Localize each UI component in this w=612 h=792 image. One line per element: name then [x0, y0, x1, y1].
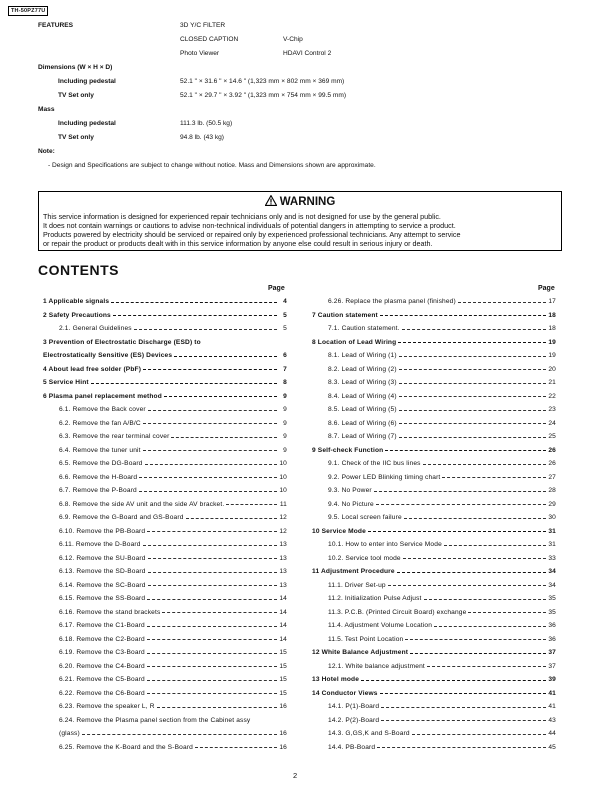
warning-line: Products powered by electricity should be serviced or repaired only by experienced professional technicians. Any attempt to service: [43, 230, 461, 239]
toc-entry-title: 6.4. Remove the tuner unit: [59, 446, 141, 454]
toc-leader: [361, 680, 546, 681]
toc-leader: [164, 396, 277, 397]
toc-entry[interactable]: [328, 500, 556, 509]
toc-entry[interactable]: [59, 648, 287, 657]
toc-entry-title: 9.1. Check of the IIC bus lines: [328, 460, 421, 467]
toc-leader: [143, 369, 277, 370]
toc-leader: [412, 734, 546, 735]
warning-heading: [39, 195, 561, 210]
toc-leader: [404, 518, 546, 519]
toc-entry[interactable]: [43, 351, 287, 360]
toc-entry-title: 9.2. Power LED Blinking timing chart: [328, 473, 441, 481]
toc-leader: [147, 666, 277, 667]
toc-leader: [148, 585, 277, 586]
toc-entry-title: 8.4. Lead of Wiring (4): [328, 392, 397, 400]
toc-entry[interactable]: [328, 365, 556, 374]
toc-leader: [403, 558, 546, 559]
toc-entry-title: 13 Hotel mode: [312, 676, 360, 683]
warning-line: This service information is designed for experienced repair technicians only and is not designed for use by the general public.: [43, 212, 441, 221]
toc-entry-page: 10: [279, 487, 287, 494]
toc-entry[interactable]: [59, 689, 287, 698]
toc-entry[interactable]: [328, 635, 556, 644]
toc-entry[interactable]: [312, 338, 556, 347]
toc-entry-page: 30: [548, 514, 556, 521]
toc-entry-page: 5: [283, 325, 287, 332]
toc-entry[interactable]: [43, 392, 287, 401]
toc-entry-title: 11.4. Adjustment Volume Location: [328, 622, 433, 629]
toc-entry-title: 14.4. PB-Board: [328, 743, 376, 751]
toc-leader: [423, 464, 546, 465]
toc-entry-page: 37: [548, 662, 556, 670]
toc-entry-title: 14.1. P(1)-Board: [328, 703, 380, 710]
feature-item: HDAVI Control 2: [283, 50, 332, 57]
toc-entry-title: 6.15. Remove the SS-Board: [59, 595, 146, 602]
toc-entry-title: 6.24. Remove the Plasma panel section from the Cabinet assy: [59, 716, 251, 724]
toc-entry[interactable]: [328, 324, 556, 333]
toc-entry[interactable]: [59, 608, 287, 617]
mass-pedestal-label: Including pedestal: [58, 120, 116, 127]
toc-entry-page: 34: [548, 581, 556, 589]
toc-entry-page: 44: [548, 730, 556, 737]
toc-entry-page: 16: [279, 730, 287, 737]
toc-entry[interactable]: [312, 648, 556, 657]
toc-entry-title: 10.2. Service tool mode: [328, 554, 401, 562]
toc-leader: [385, 450, 546, 451]
toc-entry-title: 6.18. Remove the C2-Board: [59, 635, 145, 643]
toc-leader: [398, 342, 546, 343]
toc-leader: [162, 612, 277, 613]
toc-entry-title: 11.1. Driver Set-up: [328, 581, 386, 589]
toc-leader: [147, 653, 277, 654]
toc-entry-title: 2.1. General Guidelines: [59, 325, 132, 332]
warning-line: It does not contain warnings or cautions to advise non-technical individuals of potential dangers in attempting to service a product.: [43, 221, 456, 230]
toc-entry-page: 27: [548, 473, 556, 481]
toc-entry-title: 6.26. Replace the plasma panel (finished): [328, 298, 456, 305]
toc-entry-page: 25: [548, 433, 556, 440]
toc-leader: [147, 693, 277, 694]
toc-entry-page: 7: [283, 365, 287, 373]
toc-entry-page: 13: [279, 554, 287, 562]
toc-entry[interactable]: [312, 567, 556, 576]
mass-label: Mass: [38, 106, 55, 113]
feature-item: 3D Y/C FILTER: [180, 22, 226, 29]
toc-entry-page: 43: [548, 716, 556, 724]
toc-entry[interactable]: [328, 419, 556, 428]
toc-entry-page: 23: [548, 406, 556, 413]
toc-entry-page: 17: [548, 298, 556, 305]
toc-leader: [82, 734, 277, 735]
toc-leader: [399, 410, 546, 411]
toc-entry[interactable]: [328, 702, 556, 711]
toc-entry-title: 7.1. Caution statement.: [328, 325, 400, 332]
toc-entry[interactable]: [328, 594, 556, 603]
mass-pedestal-value: 111.3 lb. (50.5 kg): [180, 120, 233, 127]
toc-entry[interactable]: [328, 486, 556, 495]
dimensions-label: Dimensions (W × H × D): [38, 64, 113, 71]
toc-entry[interactable]: [328, 351, 556, 360]
feature-item: Photo Viewer: [180, 50, 220, 57]
toc-entry-title: 14.3. G,GS,K and S-Board: [328, 730, 410, 737]
toc-leader: [444, 545, 546, 546]
toc-entry-page: 20: [548, 365, 556, 373]
toc-entry[interactable]: [59, 324, 287, 333]
toc-leader: [427, 666, 546, 667]
toc-entry[interactable]: [59, 459, 287, 468]
toc-entry-title: 6.11. Remove the D-Board: [59, 541, 141, 548]
toc-entry[interactable]: [59, 716, 287, 725]
feature-item: CLOSED CAPTION: [180, 36, 239, 43]
toc-entry-title: 11.3. P.C.B. (Printed Circuit Board) exchange: [328, 608, 467, 616]
toc-leader: [402, 329, 546, 330]
toc-entry[interactable]: [59, 486, 287, 495]
toc-entry-page: 15: [279, 689, 287, 697]
toc-entry[interactable]: [59, 594, 287, 603]
toc-entry[interactable]: [59, 729, 287, 738]
toc-entry-page: 8: [283, 379, 287, 386]
toc-entry-page: 19: [548, 338, 556, 346]
toc-entry[interactable]: [43, 378, 287, 387]
toc-entry-title: 6.21. Remove the C5-Board: [59, 676, 145, 683]
toc-entry-title: 9.4. No Picture: [328, 500, 374, 508]
toc-entry-page: 13: [279, 541, 287, 548]
toc-entry-page: 9: [283, 419, 287, 427]
toc-leader: [374, 491, 546, 492]
toc-leader: [399, 356, 546, 357]
toc-entry-title: 6.2. Remove the fan A/B/C: [59, 419, 141, 427]
toc-leader: [377, 747, 546, 748]
toc-entry[interactable]: [328, 378, 556, 387]
toc-leader: [113, 315, 277, 316]
toc-entry-page: 11: [279, 500, 287, 508]
toc-leader: [148, 410, 277, 411]
toc-entry-page: 26: [548, 446, 556, 454]
toc-entry-page: 14: [279, 608, 287, 616]
page-column-header-right: Page: [538, 285, 555, 292]
toc-entry[interactable]: [59, 527, 287, 536]
mass-set-label: TV Set only: [58, 134, 94, 141]
toc-entry[interactable]: [59, 743, 287, 752]
toc-entry[interactable]: [328, 513, 556, 522]
toc-entry-title: 2 Safety Precautions: [43, 311, 111, 319]
toc-leader: [147, 639, 277, 640]
toc-entry-page: 15: [279, 662, 287, 670]
toc-entry[interactable]: [59, 567, 287, 576]
toc-entry[interactable]: [43, 338, 287, 347]
toc-leader: [143, 423, 277, 424]
toc-entry-title: 6.3. Remove the rear terminal cover: [59, 433, 170, 440]
toc-entry-title: 11.2. Initialization Pulse Adjust: [328, 595, 422, 602]
toc-entry[interactable]: [43, 365, 287, 374]
toc-leader: [468, 612, 546, 613]
toc-entry-title: 4 About lead free solder (PbF): [43, 365, 142, 373]
toc-entry-page: 24: [548, 419, 556, 427]
toc-entry[interactable]: [43, 311, 287, 320]
toc-entry-page: 31: [548, 541, 556, 548]
toc-entry-title: 6.23. Remove the speaker L, R: [59, 703, 155, 710]
toc-leader: [91, 383, 277, 384]
toc-entry-page: 21: [548, 379, 556, 386]
warning-line: or repair the product or products dealt with in this service information by anyone else could result in serious injury or death.: [43, 239, 433, 248]
toc-entry-title: 12.1. White balance adjustment: [328, 662, 425, 670]
toc-leader: [147, 626, 277, 627]
toc-entry-page: 19: [548, 352, 556, 359]
toc-leader: [171, 437, 277, 438]
toc-leader: [157, 707, 277, 708]
toc-entry-title: 6.12. Remove the SU-Board: [59, 554, 146, 562]
toc-entry[interactable]: [312, 446, 556, 455]
toc-entry[interactable]: [59, 581, 287, 590]
toc-entry[interactable]: [328, 743, 556, 752]
toc-leader: [399, 396, 546, 397]
toc-entry[interactable]: [312, 675, 556, 684]
toc-entry-title: 11.5. Test Point Location: [328, 635, 404, 643]
toc-entry-title: 6.16. Remove the stand brackets: [59, 608, 161, 616]
toc-entry-title: (glass): [59, 730, 80, 737]
toc-leader: [147, 680, 277, 681]
toc-leader: [388, 585, 546, 586]
toc-entry[interactable]: [59, 621, 287, 630]
toc-entry-page: 41: [548, 703, 556, 710]
toc-leader: [380, 315, 546, 316]
toc-entry-page: 13: [279, 568, 287, 575]
toc-entry[interactable]: [59, 662, 287, 671]
toc-entry-page: 14: [279, 635, 287, 643]
toc-entry-page: 6: [283, 352, 287, 359]
toc-entry[interactable]: [312, 527, 556, 536]
toc-leader: [410, 653, 546, 654]
toc-entry[interactable]: [59, 540, 287, 549]
toc-leader: [380, 693, 546, 694]
toc-entry[interactable]: [328, 459, 556, 468]
toc-entry-page: 33: [548, 554, 556, 562]
toc-entry[interactable]: [328, 405, 556, 414]
toc-entry-page: 13: [279, 581, 287, 589]
toc-entry-title: 10.1. How to enter into Service Mode: [328, 541, 442, 548]
toc-entry-title: 6.17. Remove the C1-Board: [59, 622, 145, 629]
toc-entry-page: 26: [548, 460, 556, 467]
toc-leader: [143, 545, 277, 546]
toc-entry[interactable]: [312, 311, 556, 320]
toc-entry-page: 9: [283, 446, 287, 454]
toc-entry-page: 18: [548, 311, 556, 319]
toc-entry-page: 31: [548, 527, 556, 535]
toc-entry-title: 11 Adjustment Procedure: [312, 568, 395, 575]
warning-triangle-icon: [265, 195, 277, 210]
toc-entry-title: 3 Prevention of Electrostatic Discharge (ESD) to: [43, 338, 201, 346]
toc-leader: [226, 504, 277, 505]
toc-entry[interactable]: [59, 473, 287, 482]
toc-entry-page: 45: [548, 743, 556, 751]
toc-entry-title: 8 Location of Lead Wiring: [312, 338, 397, 346]
toc-leader: [376, 504, 546, 505]
contents-title: CONTENTS: [38, 262, 119, 278]
toc-entry-title: 8.1. Lead of Wiring (1): [328, 352, 397, 359]
toc-entry-page: 39: [548, 676, 556, 683]
toc-leader: [143, 450, 277, 451]
toc-entry-page: 28: [548, 487, 556, 494]
mass-set-value: 94.8 lb. (43 kg): [180, 134, 224, 141]
toc-entry-title: 8.2. Lead of Wiring (2): [328, 365, 397, 373]
toc-entry-page: 36: [548, 635, 556, 643]
toc-entry-title: 5 Service Hint: [43, 379, 89, 386]
toc-entry-page: 9: [283, 392, 287, 400]
toc-entry-page: 10: [279, 460, 287, 467]
toc-leader: [399, 369, 546, 370]
toc-entry-title: 6.9. Remove the G-Board and GS-Board: [59, 514, 184, 521]
toc-entry-title: 14.2. P(2)-Board: [328, 716, 380, 724]
toc-entry[interactable]: [59, 405, 287, 414]
toc-leader: [381, 720, 546, 721]
toc-leader: [397, 572, 546, 573]
toc-leader: [134, 329, 277, 330]
toc-entry-page: 15: [279, 676, 287, 683]
toc-entry[interactable]: [59, 702, 287, 711]
toc-entry[interactable]: [59, 513, 287, 522]
toc-entry-title: 6.19. Remove the C3-Board: [59, 649, 145, 656]
toc-entry-page: 15: [279, 649, 287, 656]
toc-entry[interactable]: [328, 473, 556, 482]
toc-leader: [442, 477, 546, 478]
toc-leader: [399, 383, 546, 384]
toc-entry[interactable]: [328, 581, 556, 590]
toc-entry-title: Electrostatically Sensitive (ES) Devices: [43, 352, 173, 359]
toc-entry[interactable]: [328, 540, 556, 549]
model-tag: TH-50PZ77U: [8, 6, 48, 16]
toc-entry-title: 6.14. Remove the SC-Board: [59, 581, 146, 589]
toc-entry-page: 12: [279, 514, 287, 521]
toc-entry-title: 6.8. Remove the side AV unit and the side AV bracket.: [59, 500, 225, 508]
feature-item: V-Chip: [283, 36, 303, 43]
toc-leader: [434, 626, 546, 627]
toc-entry-title: 6.6. Remove the H-Board: [59, 473, 138, 481]
toc-entry-page: 35: [548, 608, 556, 616]
toc-leader: [195, 747, 277, 748]
toc-entry-title: 9.3. No Power: [328, 487, 372, 494]
toc-leader: [424, 599, 546, 600]
toc-entry[interactable]: [328, 554, 556, 563]
toc-entry-title: 14 Conductor Views: [312, 689, 378, 697]
toc-entry[interactable]: [312, 689, 556, 698]
toc-entry-page: 29: [548, 500, 556, 508]
toc-entry-page: 12: [279, 527, 287, 535]
toc-entry-title: 12 White Balance Adjustment: [312, 649, 409, 656]
toc-entry-page: 16: [279, 743, 287, 751]
toc-entry[interactable]: [328, 297, 556, 306]
toc-entry-title: 10 Service Mode: [312, 527, 366, 535]
toc-entry-page: 22: [548, 392, 556, 400]
toc-leader: [174, 356, 277, 357]
toc-entry-title: 8.6. Lead of Wiring (6): [328, 419, 397, 427]
toc-entry-title: 6.25. Remove the K-Board and the S-Board: [59, 743, 193, 751]
toc-leader: [111, 302, 277, 303]
dimensions-set-label: TV Set only: [58, 92, 94, 99]
toc-entry-title: 9.5. Local screen failure: [328, 514, 402, 521]
toc-leader: [399, 423, 546, 424]
toc-entry[interactable]: [59, 419, 287, 428]
toc-entry-page: 41: [548, 689, 556, 697]
dimensions-pedestal-label: Including pedestal: [58, 78, 116, 85]
toc-entry[interactable]: [43, 297, 287, 306]
note-text: - Design and Specifications are subject to change without notice. Mass and Dimensions shown are approximate.: [48, 162, 376, 169]
toc-leader: [399, 437, 546, 438]
toc-entry-page: 9: [283, 433, 287, 440]
toc-entry[interactable]: [59, 554, 287, 563]
toc-entry-page: 14: [279, 595, 287, 602]
toc-entry-title: 8.7. Lead of Wiring (7): [328, 433, 397, 440]
page-number: 2: [293, 771, 298, 780]
toc-leader: [139, 491, 277, 492]
toc-entry[interactable]: [328, 392, 556, 401]
toc-entry-title: 1 Applicable signals: [43, 298, 110, 305]
page-column-header-left: Page: [268, 285, 285, 292]
toc-entry-page: 4: [283, 298, 287, 305]
toc-entry[interactable]: [328, 662, 556, 671]
toc-leader: [148, 572, 277, 573]
dimensions-pedestal-value: 52.1 " × 31.6 " × 14.6 " (1,323 mm × 802 mm × 369 mm): [180, 78, 345, 85]
toc-leader: [147, 531, 277, 532]
toc-entry-title: 6.7. Remove the P-Board: [59, 487, 137, 494]
toc-entry[interactable]: [328, 716, 556, 725]
features-label: FEATURES: [38, 22, 74, 29]
toc-entry-title: 6.13. Remove the SD-Board: [59, 568, 146, 575]
toc-entry-page: 36: [548, 622, 556, 629]
toc-leader: [145, 464, 278, 465]
toc-leader: [368, 531, 546, 532]
toc-entry-title: 6.20. Remove the C4-Board: [59, 662, 145, 670]
toc-entry-title: 7 Caution statement: [312, 311, 378, 319]
toc-leader: [405, 639, 546, 640]
toc-entry[interactable]: [59, 675, 287, 684]
toc-entry[interactable]: [59, 446, 287, 455]
toc-entry-page: 10: [279, 473, 287, 481]
toc-entry[interactable]: [59, 432, 287, 441]
toc-leader: [147, 599, 277, 600]
toc-entry-title: 6.22. Remove the C6-Board: [59, 689, 145, 697]
toc-entry[interactable]: [328, 621, 556, 630]
toc-entry-page: 35: [548, 595, 556, 602]
toc-entry-title: 6.10. Remove the PB-Board: [59, 527, 146, 535]
toc-entry-title: 6.5. Remove the DG-Board: [59, 460, 143, 467]
toc-entry[interactable]: [59, 500, 287, 509]
toc-leader: [139, 477, 277, 478]
toc-entry-title: 8.5. Lead of Wiring (5): [328, 406, 397, 413]
toc-leader: [148, 558, 277, 559]
warning-title: WARNING: [279, 196, 336, 208]
toc-entry-page: 34: [548, 568, 556, 575]
toc-entry-title: 6 Plasma panel replacement method: [43, 392, 162, 400]
toc-entry-title: 8.3. Lead of Wiring (3): [328, 379, 397, 386]
toc-entry-page: 9: [283, 406, 287, 413]
dimensions-set-value: 52.1 " × 29.7 " × 3.92 " (1,323 mm × 754 mm × 99.5 mm): [180, 92, 347, 99]
toc-entry-page: 5: [283, 311, 287, 319]
toc-entry-page: 16: [279, 703, 287, 710]
toc-leader: [186, 518, 277, 519]
toc-leader: [458, 302, 546, 303]
toc-entry[interactable]: [59, 635, 287, 644]
toc-entry[interactable]: [328, 432, 556, 441]
toc-entry-page: 18: [548, 325, 556, 332]
toc-leader: [381, 707, 546, 708]
toc-entry-title: 6.1. Remove the Back cover: [59, 406, 146, 413]
warning-box: [38, 191, 562, 251]
toc-entry-title: 9 Self-check Function: [312, 446, 384, 454]
toc-entry-page: 14: [279, 622, 287, 629]
toc-entry[interactable]: [328, 608, 556, 617]
toc-entry[interactable]: [328, 729, 556, 738]
note-label: Note:: [38, 148, 55, 155]
toc-entry-page: 37: [548, 649, 556, 656]
